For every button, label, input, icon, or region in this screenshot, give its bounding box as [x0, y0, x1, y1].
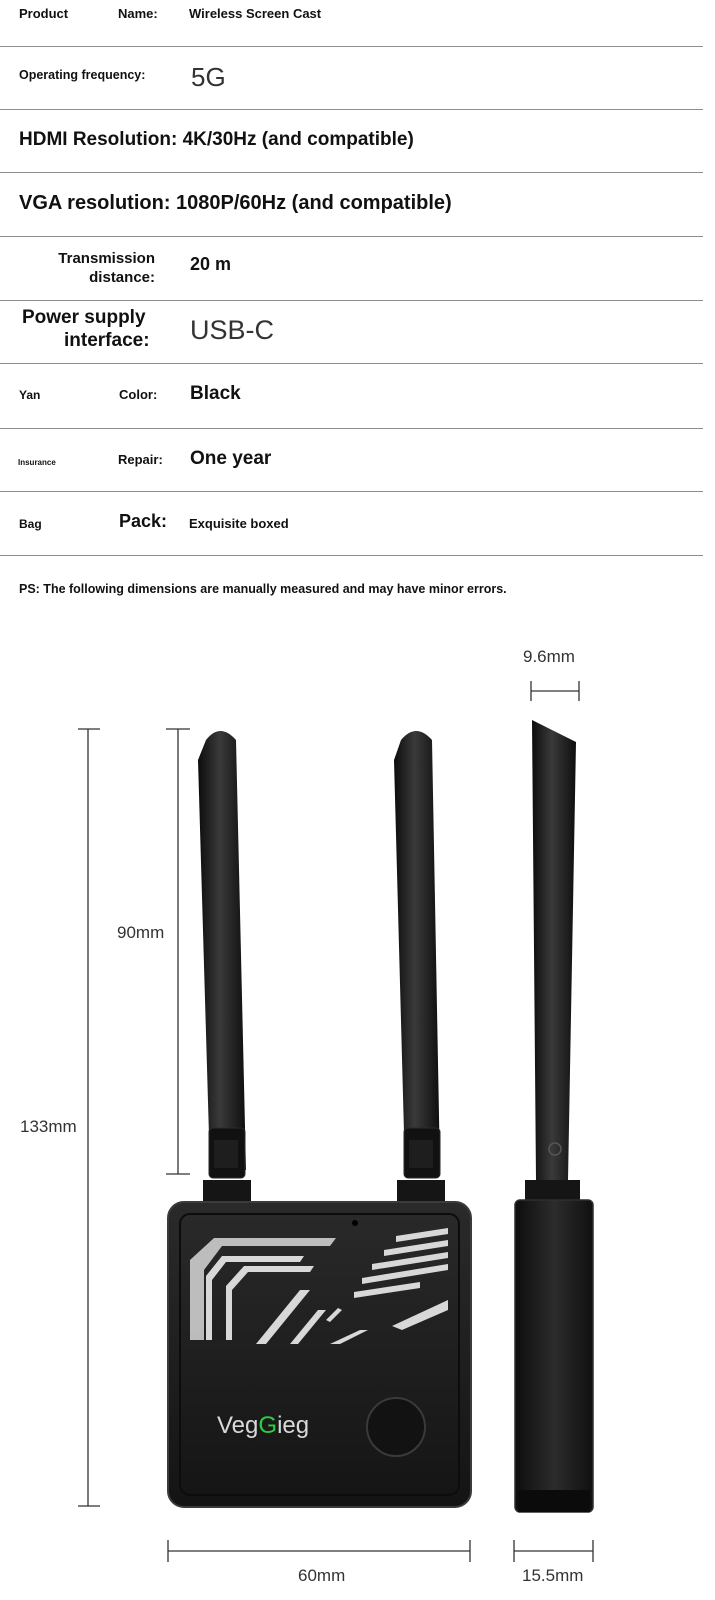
dimension-total-height: 133mm — [20, 1117, 77, 1136]
spec-label-warranty: Insurance — [18, 458, 56, 467]
right-antenna — [394, 731, 445, 1204]
spec-value-color: Black — [190, 383, 241, 404]
brand-logo-prefix: Veg — [217, 1412, 259, 1439]
dimension-depth: 15.5mm — [522, 1566, 584, 1585]
dimension-thickness: 9.6mm — [523, 647, 575, 666]
dimension-width: 60mm — [298, 1566, 346, 1585]
device-side-view — [515, 720, 593, 1512]
left-antenna — [198, 731, 251, 1204]
spec-key-name: Name: — [118, 6, 158, 21]
spec-key-pack: Pack: — [119, 511, 168, 531]
power-button — [367, 1398, 425, 1456]
spec-label-distance-line1: Transmission — [58, 250, 155, 267]
spec-line-hdmi: HDMI Resolution: 4K/30Hz (and compatible) — [19, 129, 414, 150]
spec-label-product: Product — [19, 6, 69, 21]
device-front-body — [168, 1202, 471, 1507]
brand-logo-accent: G — [258, 1412, 278, 1439]
spec-value-power: USB-C — [190, 315, 275, 345]
spec-label-frequency: Operating frequency: — [19, 68, 146, 82]
dimension-antenna-height: 90mm — [117, 923, 165, 942]
height-dimension-line — [78, 729, 100, 1506]
spec-key-color: Color: — [119, 387, 158, 402]
spec-value-distance: 20 m — [190, 254, 232, 274]
spec-label-power-line2: interface: — [64, 330, 150, 351]
brand-logo — [217, 1412, 309, 1440]
depth-dimension-line — [514, 1540, 593, 1562]
spec-value-name: Wireless Screen Cast — [189, 6, 322, 21]
brand-logo-suffix: ieg — [277, 1412, 310, 1439]
spec-label-distance-line2: distance: — [89, 269, 155, 286]
dimension-note: PS: The following dimensions are manually measured and may have minor errors. — [19, 582, 507, 596]
spec-key-warranty: Repair: — [118, 452, 163, 467]
spec-label-power-line1: Power supply — [22, 307, 146, 328]
antenna-dimension-line — [166, 729, 190, 1174]
spec-value-frequency: 5G — [191, 62, 226, 92]
width-dimension-line — [168, 1540, 470, 1562]
spec-label-pack: Bag — [19, 517, 42, 531]
spec-value-pack: Exquisite boxed — [189, 516, 289, 531]
spec-value-warranty: One year — [190, 448, 272, 469]
spec-line-vga: VGA resolution: 1080P/60Hz (and compatible) — [19, 192, 452, 214]
thickness-dimension-line — [531, 681, 579, 701]
spec-label-color: Yan — [19, 388, 41, 402]
